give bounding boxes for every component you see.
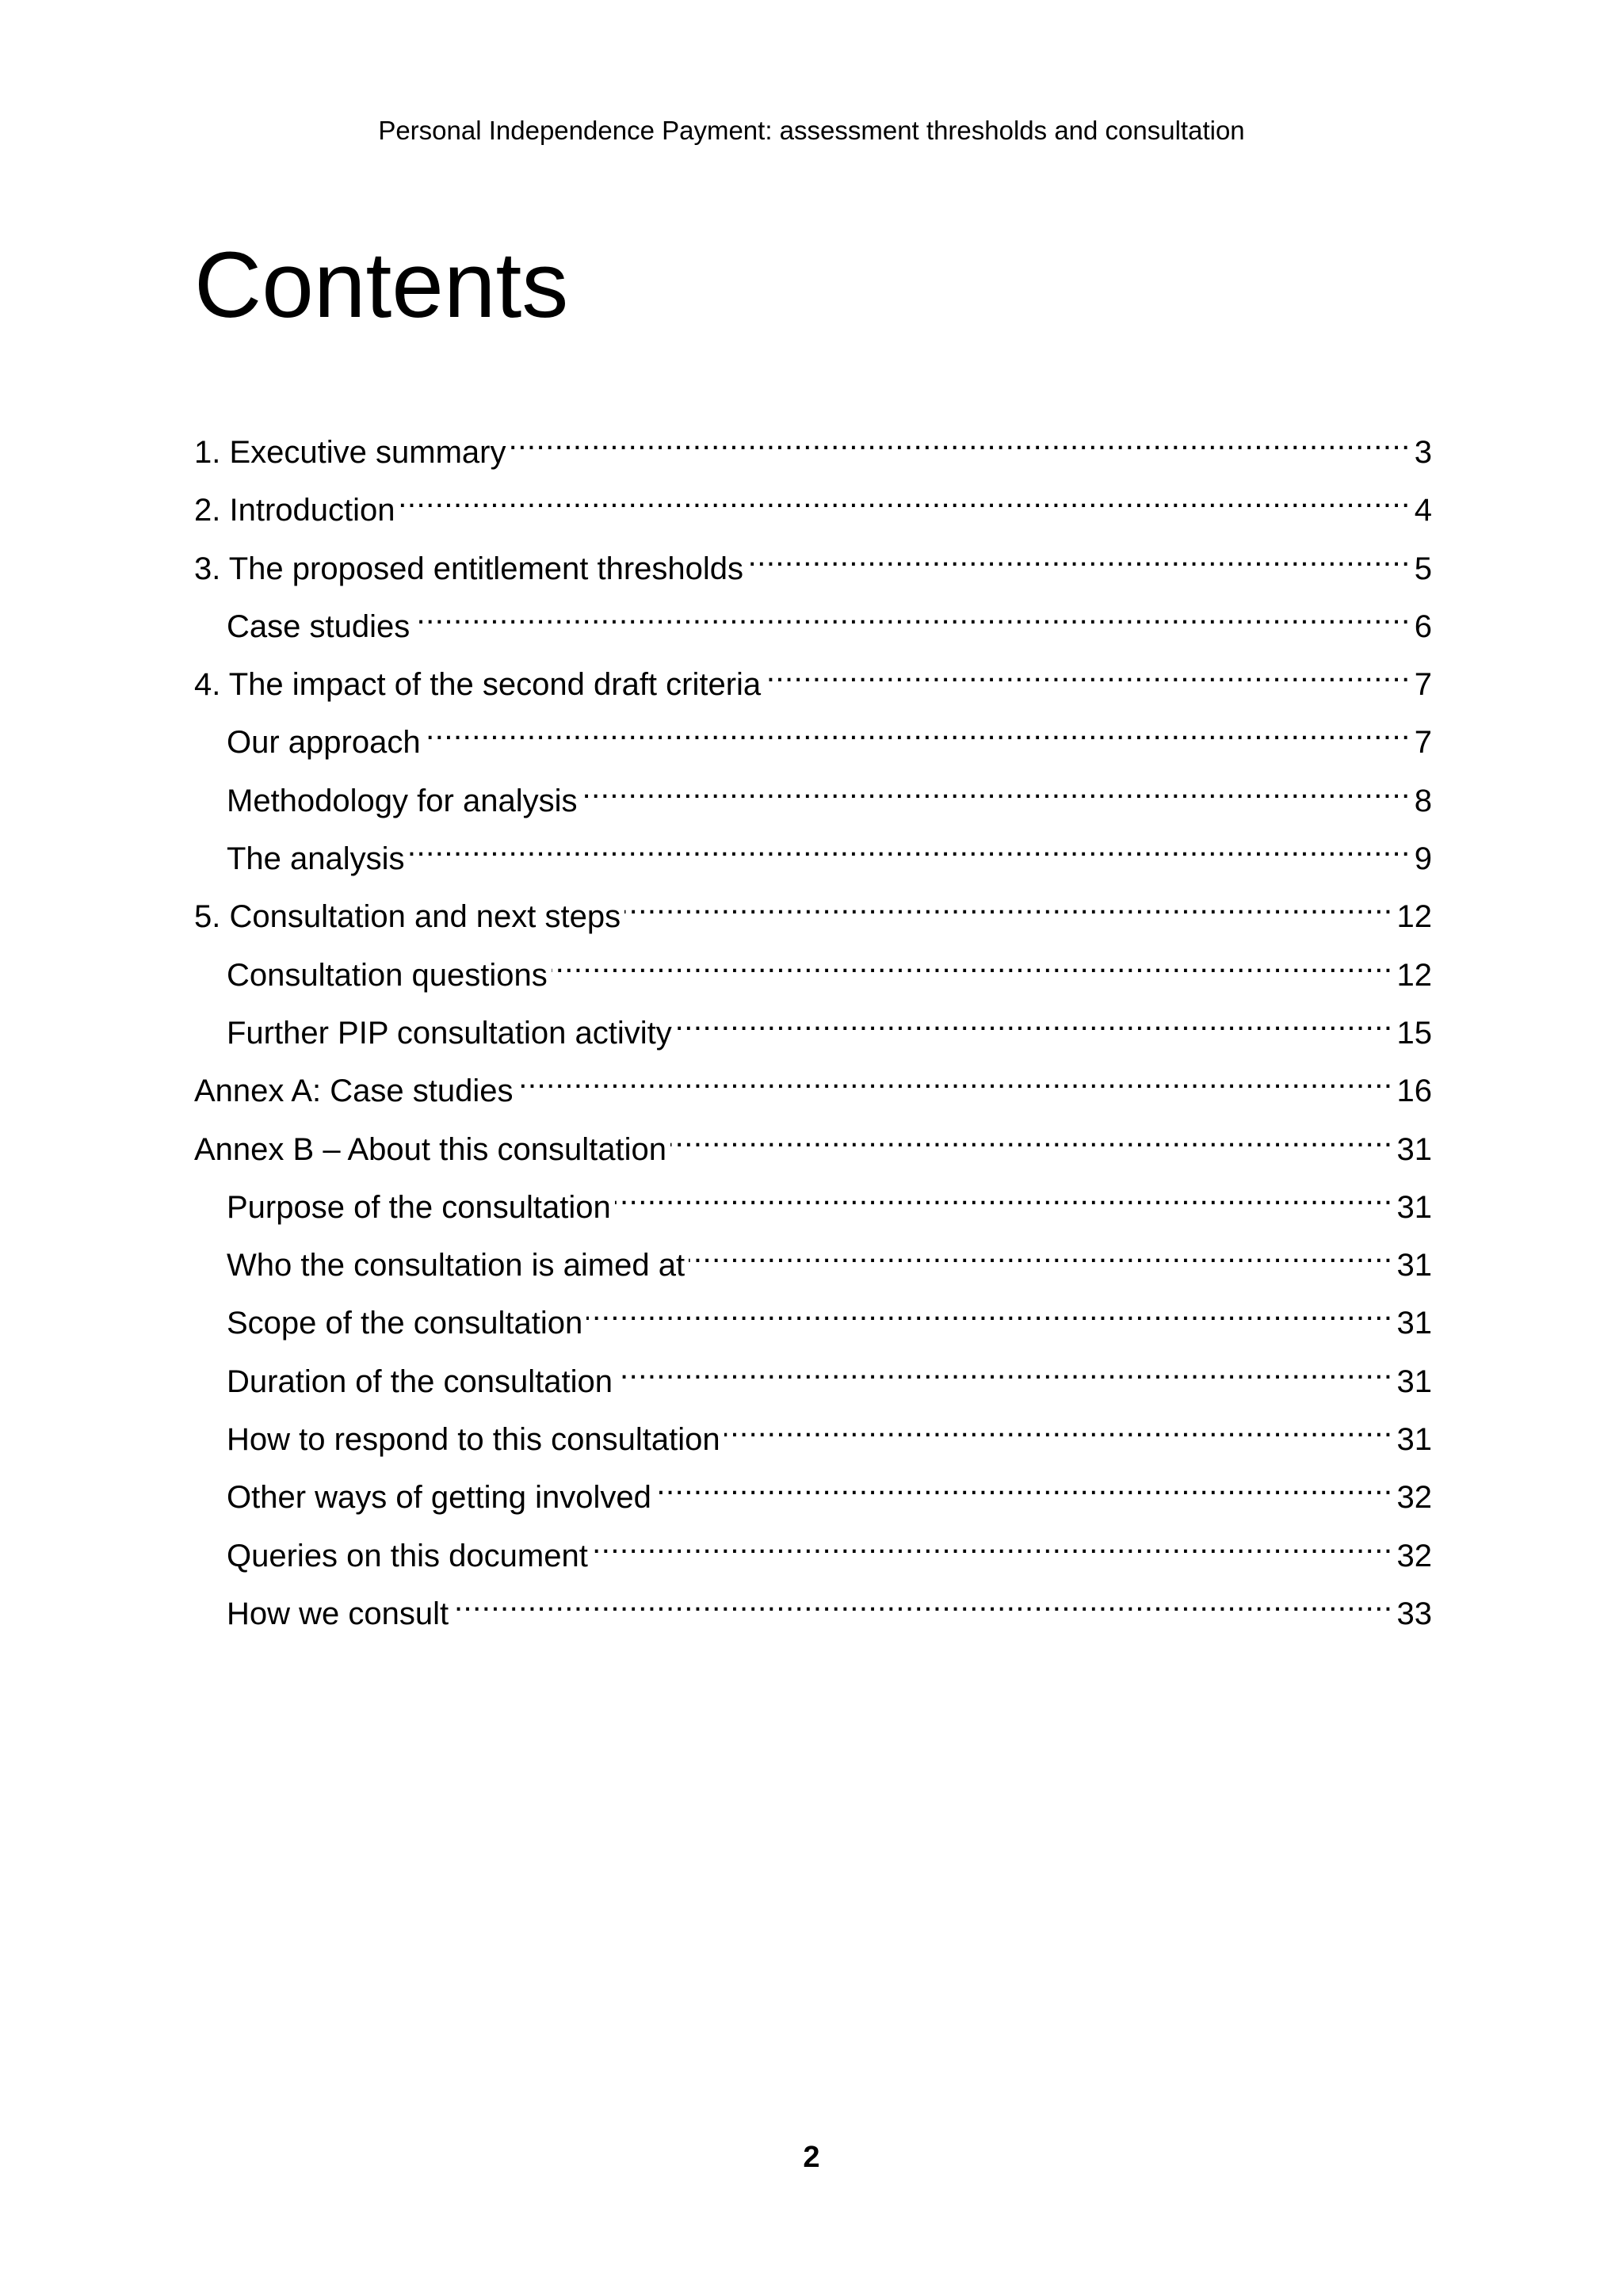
toc-entry-further-pip-consultation-activity[interactable] xyxy=(194,996,1432,1054)
toc-dot-leader xyxy=(510,415,1410,463)
toc-entry-title: Duration of the consultation xyxy=(227,1363,613,1399)
toc-entry-page: 31 xyxy=(1396,1248,1432,1283)
toc-dot-leader xyxy=(586,1286,1392,1333)
toc-entry-title: The analysis xyxy=(227,841,405,877)
toc-dot-leader xyxy=(724,1402,1393,1450)
toc-entry-page: 31 xyxy=(1396,1363,1432,1399)
toc-entry-page: 16 xyxy=(1396,1074,1432,1109)
toc-dot-leader xyxy=(676,996,1393,1043)
toc-entry-page: 3 xyxy=(1414,435,1432,470)
toc-entry-title: 5. Consultation and next steps xyxy=(194,899,621,935)
toc-dot-leader xyxy=(615,1170,1393,1218)
toc-entry-title: Annex B – About this consultation xyxy=(194,1131,666,1167)
toc-entry-other-ways-getting-involved[interactable] xyxy=(194,1460,1432,1518)
toc-entry-case-studies[interactable] xyxy=(194,589,1432,647)
toc-entry-title: Consultation questions xyxy=(227,957,548,993)
toc-entry-how-to-respond[interactable] xyxy=(194,1402,1432,1460)
toc-dot-leader xyxy=(409,822,1411,869)
toc-entry-page: 7 xyxy=(1414,667,1432,703)
running-header: Personal Independence Payment: assessment thresholds and consultation xyxy=(378,116,1245,145)
toc-entry-page: 5 xyxy=(1414,551,1432,586)
toc-entry-title: Who the consultation is aimed at xyxy=(227,1248,685,1283)
toc-entry-page: 31 xyxy=(1396,1189,1432,1225)
toc-entry-title: Our approach xyxy=(227,725,421,761)
toc-entry-our-approach[interactable] xyxy=(194,705,1432,763)
toc-dot-leader xyxy=(592,1519,1393,1566)
toc-dot-leader xyxy=(425,705,1411,753)
toc-entry-page: 12 xyxy=(1396,957,1432,993)
toc-entry-proposed-entitlement-thresholds[interactable] xyxy=(194,532,1432,589)
toc-entry-title: How we consult xyxy=(227,1596,449,1631)
toc-entry-page: 31 xyxy=(1396,1306,1432,1341)
toc-entry-impact-second-draft-criteria[interactable] xyxy=(194,647,1432,705)
toc-entry-title: How to respond to this consultation xyxy=(227,1422,720,1458)
toc-entry-page: 33 xyxy=(1396,1596,1432,1631)
toc-entry-queries-on-document[interactable] xyxy=(194,1519,1432,1577)
toc-entry-page: 31 xyxy=(1396,1131,1432,1167)
toc-entry-title: Case studies xyxy=(227,608,411,644)
toc-entry-title: 4. The impact of the second draft criteria xyxy=(194,667,762,703)
toc-entry-title: 2. Introduction xyxy=(194,493,395,528)
toc-dot-leader xyxy=(581,764,1410,811)
toc-dot-leader xyxy=(624,879,1392,927)
toc-dot-leader xyxy=(399,473,1411,521)
toc-entry-annex-a-case-studies[interactable] xyxy=(194,1054,1432,1112)
toc-entry-how-we-consult[interactable] xyxy=(194,1577,1432,1634)
toc-dot-leader xyxy=(670,1112,1393,1160)
toc-entry-title: Further PIP consultation activity xyxy=(227,1015,672,1051)
toc-entry-page: 9 xyxy=(1414,841,1432,877)
table-of-contents xyxy=(194,415,1432,1634)
page-title: Contents xyxy=(194,233,569,338)
toc-entry-duration-of-consultation[interactable] xyxy=(194,1344,1432,1402)
toc-dot-leader xyxy=(517,1054,1392,1101)
toc-dot-leader xyxy=(689,1228,1392,1276)
page-number: 2 xyxy=(803,2141,820,2174)
toc-dot-leader xyxy=(617,1344,1393,1392)
toc-dot-leader xyxy=(414,589,1411,637)
toc-entry-title: Methodology for analysis xyxy=(227,783,578,818)
toc-entry-who-consultation-aimed-at[interactable] xyxy=(194,1228,1432,1286)
toc-entry-title: Annex A: Case studies xyxy=(194,1074,514,1109)
toc-entry-page: 31 xyxy=(1396,1422,1432,1458)
toc-entry-title: Other ways of getting involved xyxy=(227,1480,651,1516)
toc-dot-leader xyxy=(552,938,1393,986)
toc-entry-page: 7 xyxy=(1414,725,1432,761)
toc-entry-methodology-for-analysis[interactable] xyxy=(194,764,1432,822)
toc-dot-leader xyxy=(655,1460,1393,1508)
toc-entry-title: Queries on this document xyxy=(227,1538,588,1573)
toc-entry-page: 8 xyxy=(1414,783,1432,818)
toc-entry-scope-of-consultation[interactable] xyxy=(194,1286,1432,1344)
toc-entry-consultation-next-steps[interactable] xyxy=(194,879,1432,937)
toc-entry-page: 15 xyxy=(1396,1015,1432,1051)
toc-entry-purpose-of-consultation[interactable] xyxy=(194,1170,1432,1228)
toc-dot-leader xyxy=(453,1577,1392,1624)
toc-dot-leader xyxy=(765,647,1411,695)
toc-entry-page: 32 xyxy=(1396,1480,1432,1516)
toc-entry-title: 3. The proposed entitlement thresholds xyxy=(194,551,744,586)
toc-entry-title: Purpose of the consultation xyxy=(227,1189,611,1225)
toc-entry-page: 6 xyxy=(1414,608,1432,644)
toc-entry-page: 12 xyxy=(1396,899,1432,935)
toc-entry-page: 32 xyxy=(1396,1538,1432,1573)
toc-entry-title: 1. Executive summary xyxy=(194,435,506,470)
toc-entry-title: Scope of the consultation xyxy=(227,1306,583,1341)
toc-entry-consultation-questions[interactable] xyxy=(194,938,1432,996)
toc-entry-annex-b-about-consultation[interactable] xyxy=(194,1112,1432,1170)
toc-entry-executive-summary[interactable] xyxy=(194,415,1432,473)
toc-dot-leader xyxy=(747,532,1411,579)
toc-entry-introduction[interactable] xyxy=(194,473,1432,531)
toc-entry-page: 4 xyxy=(1414,493,1432,528)
toc-entry-the-analysis[interactable] xyxy=(194,822,1432,879)
